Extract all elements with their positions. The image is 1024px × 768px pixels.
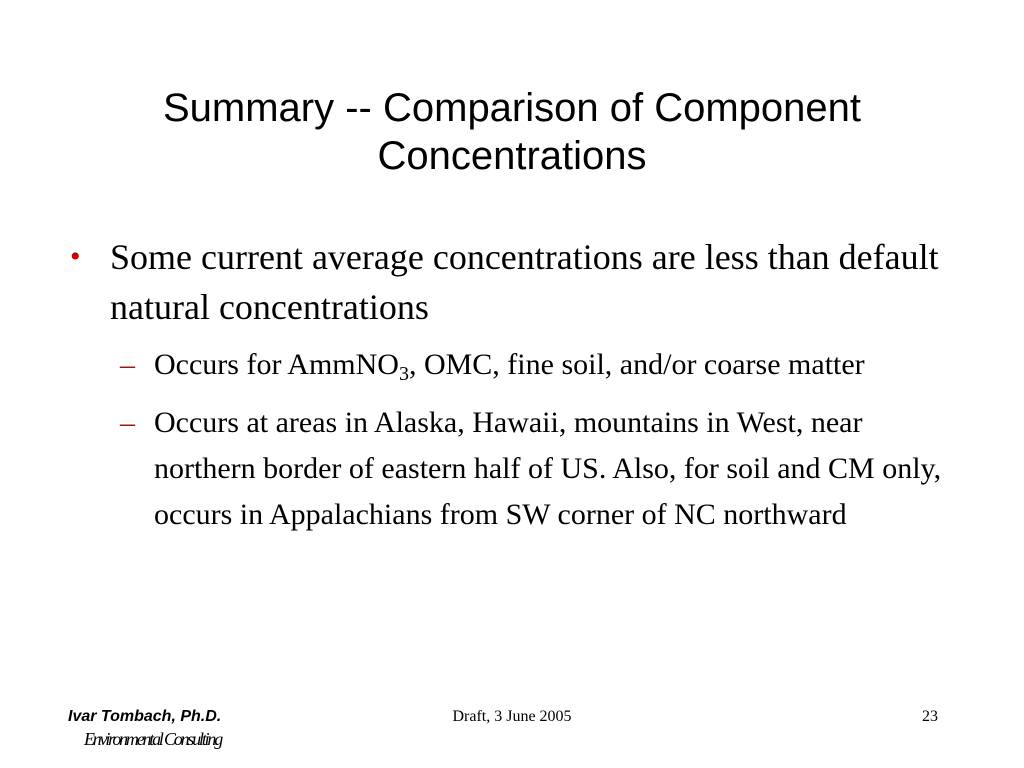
bullet-text: Some current average concentrations are less than default natural concentrations bbox=[110, 237, 939, 327]
sub-bullet-text: Occurs at areas in Alaska, Hawaii, mountains in West, near northern border of eastern half of US. Also, for soil and CM only, occurs in Appalachians from SW corner of NC northward bbox=[154, 406, 942, 531]
sub-bullet-marker: – bbox=[120, 348, 135, 381]
slide-title: Summary -- Comparison of Component Concentrations bbox=[162, 86, 862, 178]
bullet-marker: • bbox=[70, 240, 81, 273]
sub-bullet-marker: – bbox=[120, 406, 135, 439]
sub-bullet-item bbox=[70, 342, 970, 388]
slide-body bbox=[70, 232, 970, 538]
sub-bullet-item bbox=[70, 400, 970, 538]
footer-author: Ivar Tombach, Ph.D. bbox=[68, 708, 222, 725]
subscript: 3 bbox=[398, 363, 409, 385]
sub-bullet-text-after: , OMC, fine soil, and/or coarse matter bbox=[408, 348, 865, 381]
footer-author-block bbox=[68, 708, 221, 748]
sub-bullet-text-before: Occurs for AmmNO bbox=[154, 348, 399, 381]
footer-page-number: 23 bbox=[922, 708, 938, 725]
footer-affiliation: Environmental Consulting bbox=[84, 729, 222, 749]
bullet-item bbox=[70, 232, 970, 332]
footer-date: Draft, 3 June 2005 bbox=[452, 708, 572, 725]
